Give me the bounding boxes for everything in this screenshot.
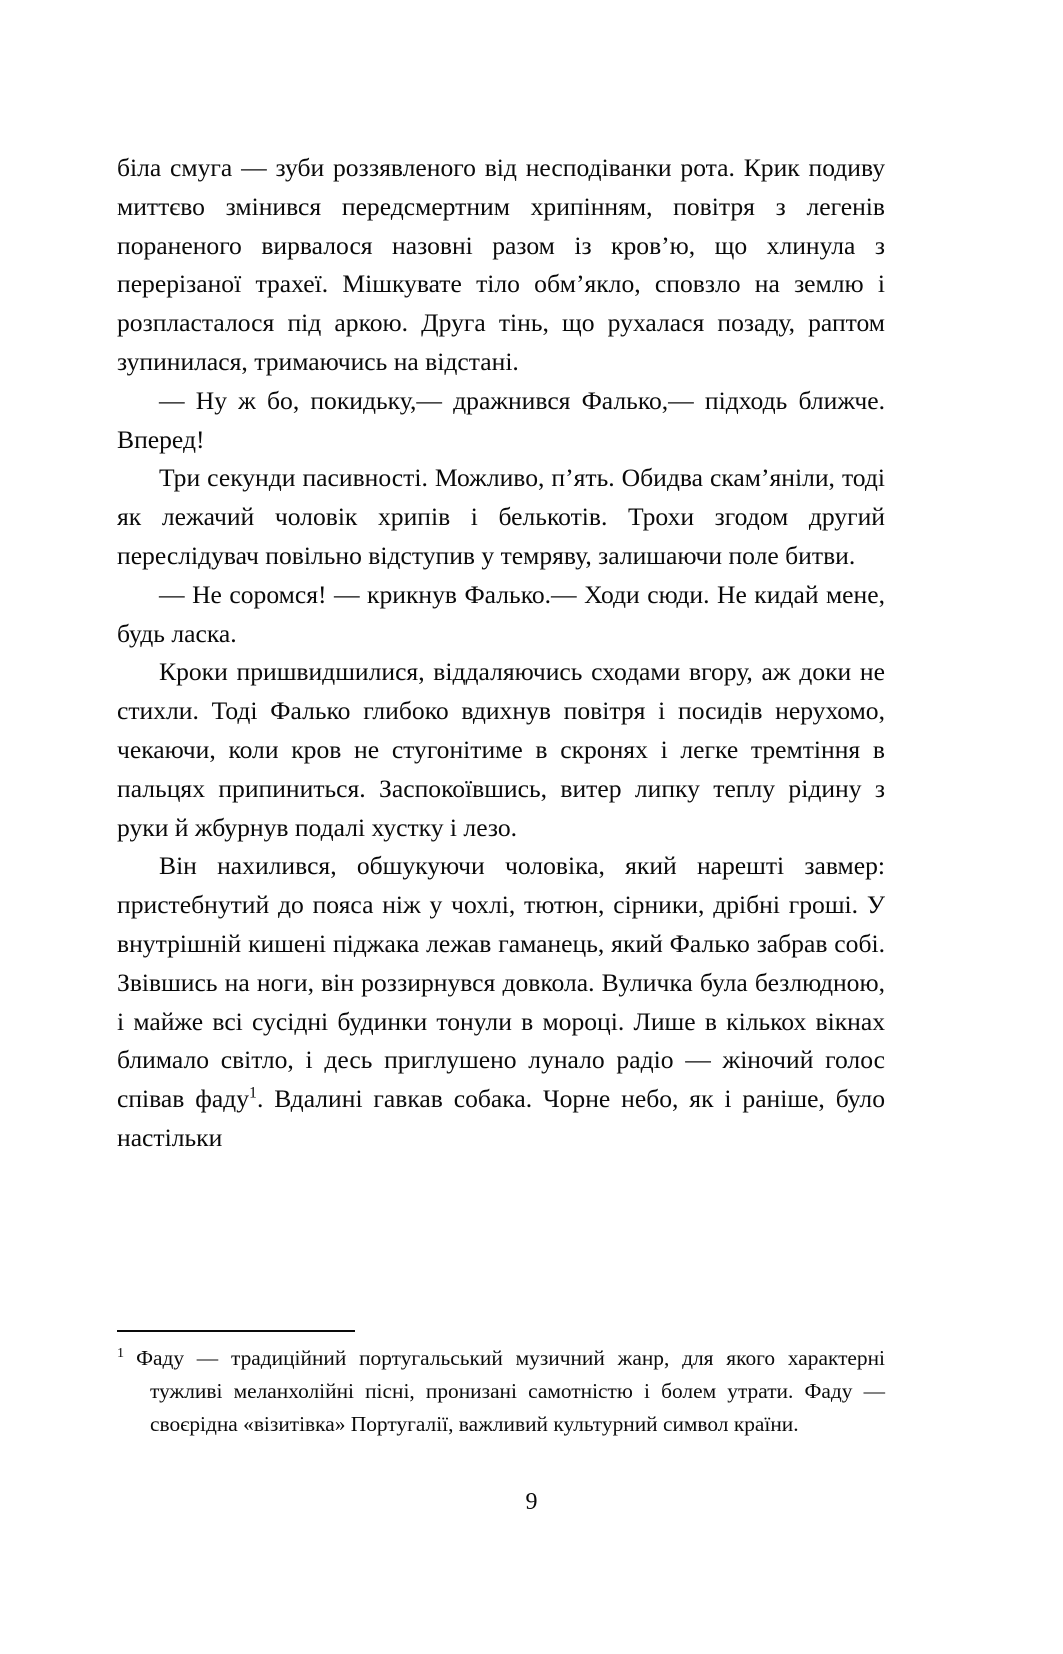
paragraph-6 [117,847,885,1157]
body-text-column [117,149,885,1158]
body-text [117,149,885,1158]
footnote [117,1342,885,1441]
footnote-separator-rule [117,1330,355,1332]
footnote-text: Фаду — традиційний португальський музичний жанр, для якого характерні тужливі меланхолійні пісні, пронизані самотністю і болем утрати. Фаду — своєрідна «візитівка» Португалії, важливий культурний символ країни. [136,1346,885,1436]
paragraph-6-text-before-footnote-ref: Він нахилився, обшукуючи чоловіка, який нарешті завмер: пристебнутий до пояса ніж у чохлі, тютюн, сірники, дрібні гроші. У внутрішній кишені піджака лежав гаманець, який Фалько забрав собі. Звівшись на ноги, він роззирнувся довкола. Вуличка була безлюдною, і майже всі сусідні будинки тонули в мороці. Лише в кількох вікнах блимало світло, і десь приглушено лунало радіо — жіночий голос співав фаду [117,851,885,1114]
page-number: 9 [525,1489,538,1515]
footnote-block [117,1330,885,1441]
paragraph-2: — Ну ж бо, покидьку,— дражнився Фалько,— підходь ближче. Вперед! [117,385,885,454]
paragraph-4: — Не соромся! — крикнув Фалько.— Ходи сюди. Не кидай мене, будь ласка. [117,579,885,648]
paragraph-6-text-after-footnote-ref: . Вдалині гавкав собака. Чорне небо, як і раніше, було настільки [117,1084,885,1152]
paragraph-3: Три секунди пасивності. Можливо, п’ять. Обидва скам’яніли, тоді як лежачий чоловік хрипів і белькотів. Трохи згодом другий переслідувач повільно відступив у темряву, залишаючи поле битви. [117,463,885,570]
footnote-number: 1 [117,1344,125,1361]
paragraph-5: Кроки пришвидшилися, віддаляючись сходами вгору, аж доки не стихли. Тоді Фалько глибоко вдихнув повітря і посидів нерухомо, чекаючи, коли кров не стугонітиме в скронях і легке тремтіння в пальцях припиниться. Заспокоївшись, витер липку теплу рідину з руки й жбурнув подалі хустку і лезо. [117,657,885,842]
footnote-reference-marker[interactable]: 1 [249,1084,257,1102]
paragraph-1: біла смуга — зуби роззявленого від несподіванки рота. Крик подиву миттєво змінився передсмертним хрипінням, повітря з легенів пораненого вирвалося назовні разом із кров’ю, що хлинула з перерізаної трахеї. Мішкувате тіло обм’якло, сповзло на землю і розпласталося під аркою. Друга тінь, що рухалася позаду, раптом зупинилася, тримаючись на відстані. [117,153,885,376]
